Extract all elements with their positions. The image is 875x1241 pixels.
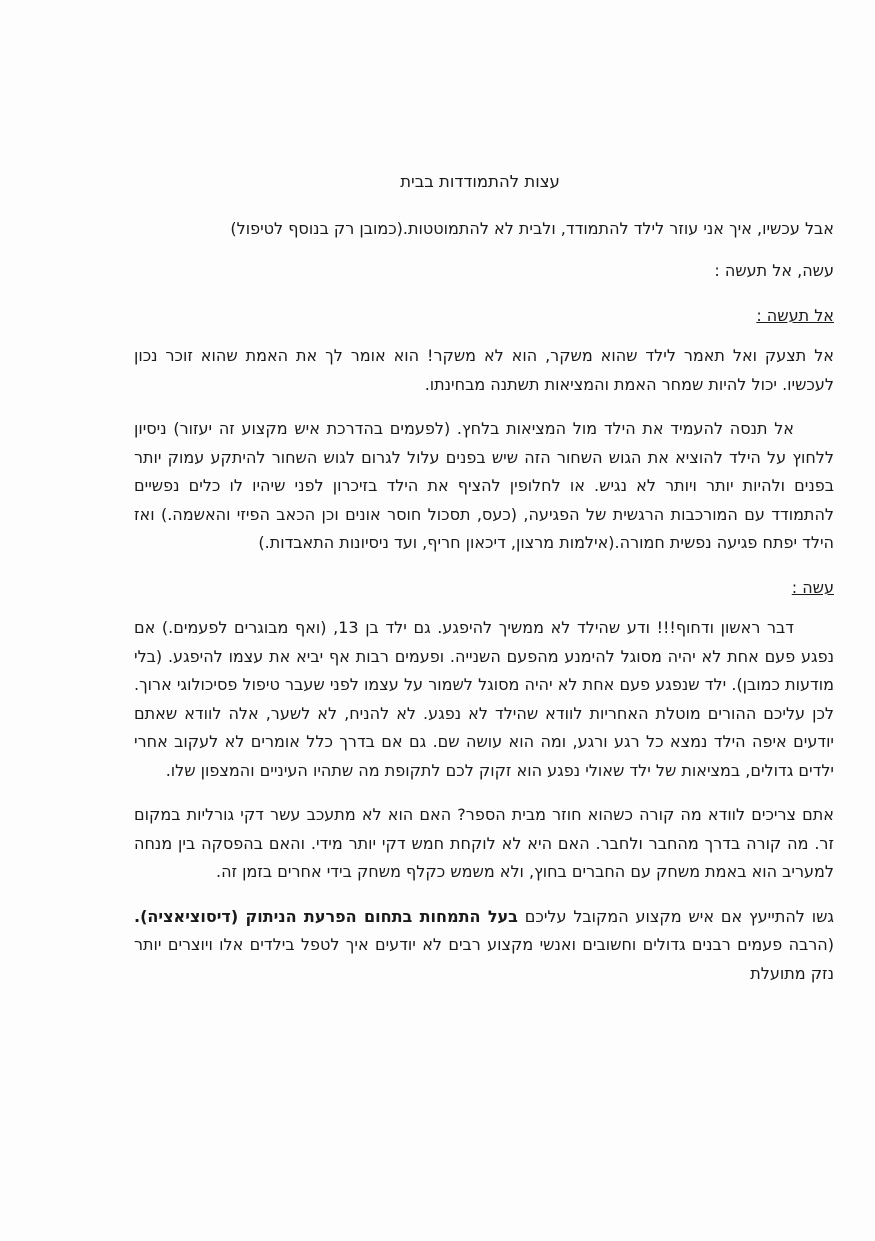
do-paragraph-3-suffix: (הרבה פעמים רבנים גדולים וחשובים ואנשי מקצוע רבים לא יודעים איך לטפל בילדים אלו ויוצרים יותר נזק מתועלת xyxy=(134,935,834,983)
dont-paragraph-1: אל תצעק ואל תאמר לילד שהוא משקר, הוא לא משקר! הוא אומר לך את האמת שהוא זוכר נכון לעכשיו. יכול להיות שמחר האמת והמציאות תשתנה מבחינתו. xyxy=(134,346,834,394)
dont-heading: אל תעשה : xyxy=(756,305,834,325)
document-title xyxy=(134,168,834,197)
dont-paragraph-2: אל תנסה להעמיד את הילד מול המציאות בלחץ. (לפעמים בהדרכת איש מקצוע זה יעזור) ניסיון ללחוץ על הילד להוציא את הגוש השחור הזה שיש בפנים עלול לגרום לגוש השחור להיתקע עמוק יותר בפנים ולהיות יותר ויותר לא נגיש. או לחלופין להציף את הילד בזיכרון לפני שיהיו לו כלים נפשיים להתמודד עם המורכבות הרגשית של הפגיעה, (כעס, תסכול חוסר אונים וכן הכאב הפיזי והאשמה.) ואז הילד יפתח פגיעה נפשית חמורה.(אילמות מרצון, דיכאון חריף, ועד ניסיונות התאבדות.) xyxy=(134,419,834,552)
document-body xyxy=(134,168,834,1004)
do-paragraph-3-bold: בעל התמחות בתחום הפרעת הניתוק (דיסוציאציה). xyxy=(134,906,518,926)
intro-paragraph: אבל עכשיו, איך אני עוזר לילד להתמודד, ולבית לא להתמוטטות.(כמובן רק בנוסף לטיפול) xyxy=(230,218,834,238)
do-paragraph-2: אתם צריכים לוודא מה קורה כשהוא חוזר מבית הספר? האם הוא לא מתעכב עשר דקי גורליות במקום זר. מה קורה בדרך מהחבר ולחבר. האם היא לא לוקחת חמש דקי יותר מידי. והאם בהפסקה בין מנחה למעריב הוא באמת משחק עם החברים בחוץ, ולא משמש כקלף משחק בידי אחרים בזמן זה. xyxy=(134,805,834,881)
do-paragraph-3-prefix: גשו להתייעץ אם איש מקצוע המקובל עליכם xyxy=(517,906,835,926)
do-dont-line: עשה, אל תעשה : xyxy=(714,261,834,280)
document-title-text: עצות להתמודדות בבית xyxy=(400,172,560,191)
do-heading: עשה : xyxy=(791,577,834,597)
do-paragraph-3 xyxy=(134,903,834,989)
do-paragraph-1: דבר ראשון ודחוף!!! ודע שהילד לא ממשיך להיפגע. גם ילד בן 13, (ואף מבוגרים לפעמים.) אם נפגע פעם אחת לא יהיה מסוגל להימנע מהפעם השנייה. ופעמים רבות אף יביא את עצמו להיפגע. (בלי מודעות כמובן). ילד שנפגע פעם אחת לא יהיה מסוגל לשמור על עצמו לפני שעבר טיפול פסיכולוגי ארוך. לכן עליכם ההורים מוטלת האחריות לוודא שהילד לא נפגע. לא להניח, לא לשער, אלה לוודא שאתם יודעים איפה הילד נמצא כל רגע ורגע, ומה הוא עושה שם. גם אם בדרך כלל אומרים לא לעקוב אחרי ילדים גדולים, במציאות של ילד שאולי נפגע הוא זקוק לכם לתקופת מה שתהיו העיניים והמצפון שלו. xyxy=(134,618,834,780)
